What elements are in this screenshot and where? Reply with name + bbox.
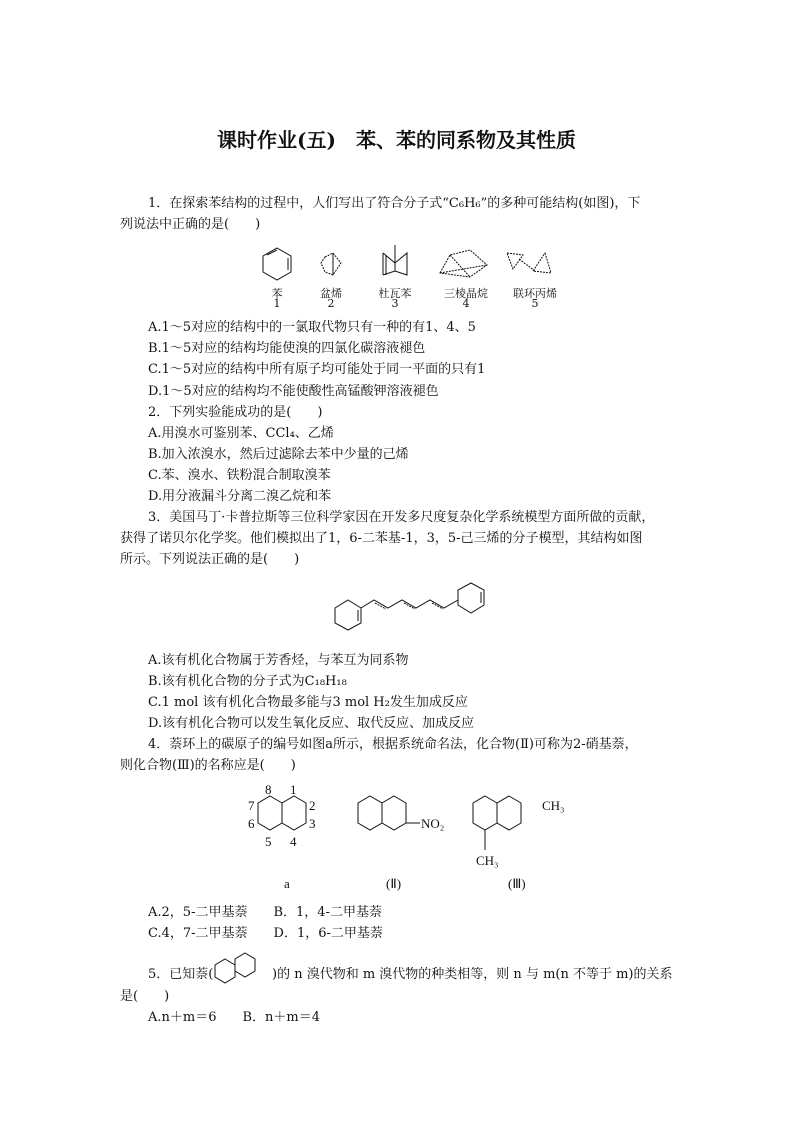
q3-option-c: C.1 mol 该有机化合物最多能与3 mol H₂发生加成反应 [148,695,468,710]
position-label: 4 [290,834,297,849]
page-title: 课时作业(五) 苯、苯的同系物及其性质 [217,128,576,152]
q3-option-a: A.该有机化合物属于芳香烃，与苯互为同系物 [148,653,409,668]
position-label: 5 [265,834,272,849]
q4-option-ab: A.2，5-二甲基萘 B．1，4-二甲基萘 [148,905,382,920]
q1-stem-cont: 列说法中正确的是( ) [120,217,261,232]
position-label: 1 [290,782,297,797]
q1-option-a: A.1～5对应的结构中的一氯取代物只有一种的有1、4、5 [148,320,476,335]
position-label: 8 [265,782,272,797]
q3-stem-cont: 获得了诺贝尔化学奖。他们模拟出了1，6-二苯基-1，3，5-己三烯的分子模型，其结构如图 [120,531,643,546]
structure-name: 联环丙烯 [513,287,557,300]
position-label: 6 [248,816,255,831]
q5-stem-a: 5．已知萘( [148,967,214,982]
figure-label-a: a [284,876,290,891]
q3-stem-cont: 所示。下列说法正确的是( ) [120,552,300,567]
q2-option-c: C.苯、溴水、铁粉混合制取溴苯 [148,468,331,483]
q2-option-b: B.加入浓溴水，然后过滤除去苯中少量的己烯 [148,447,409,462]
figure-label-iii: (Ⅲ) [508,876,526,891]
q2-stem: 2．下列实验能成功的是( ) [148,405,323,420]
structure-name: 苯 [271,287,283,300]
q2-option-d: D.用分液漏斗分离二溴乙烷和苯 [148,489,332,504]
q1-stem: 1．在探索苯结构的过程中，人们写出了符合分子式“C₆H₆”的多种可能结构(如图)，下 [148,196,641,211]
q3-option-b: B.该有机化合物的分子式为C₁₈H₁₈ [148,674,347,689]
structure-name: 三棱晶烷 [444,287,488,300]
q1-option-d: D.1～5对应的结构均不能使酸性高锰酸钾溶液褪色 [148,384,439,399]
position-label: 2 [309,798,316,813]
q5-stem-cont: 是( ) [120,989,170,1004]
no2-group: NO₂ [421,816,445,831]
q4-option-cd: C.4，7-二甲基萘 D．1，6-二甲基萘 [148,926,383,941]
ch3-group: CH₃ [542,798,565,813]
structure-number: 2 [327,297,335,310]
q3-molecule-figure [328,578,493,638]
structure-number: 3 [391,297,399,310]
q1-structures-figure [255,245,575,285]
ch3-group: CH₃ [476,853,499,868]
q3-stem: 3．美国马丁·卡普拉斯等三位科学家因在开发多尺度复杂化学系统模型方面所做的贡献， [148,510,655,525]
q2-option-a: A.用溴水可鉴别苯、CCl₄、乙烯 [148,426,334,441]
structure-name: 杜瓦苯 [378,287,412,300]
naphthalene-inline-figure [208,945,270,985]
q1-option-b: B.1～5对应的结构均能使溴的四氯化碳溶液褪色 [148,341,426,356]
figure-label-ii: (Ⅱ) [386,876,402,891]
q3-option-d: D.该有机化合物可以发生氧化反应、取代反应、加成反应 [148,716,475,731]
position-label: 3 [309,816,316,831]
q5-stem-b: )的 n 溴代物和 m 溴代物的种类相等，则 n 与 m(n 不等于 m)的关系 [272,967,673,982]
q4-stem: 4．萘环上的碳原子的编号如图a所示，根据系统命名法，化合物(Ⅱ)可称为2-硝基萘， [148,737,638,752]
q5-option-ab: A.n＋m＝6 B．n＋m＝4 [148,1010,321,1025]
structure-number: 1 [273,297,281,310]
structure-number: 5 [531,297,539,310]
position-label: 7 [248,798,255,813]
q4-stem-cont: 则化合物(Ⅲ)的名称应是( ) [120,758,296,773]
structure-name: 盆烯 [320,287,342,300]
structure-number: 4 [462,297,470,310]
q1-option-c: C.1～5对应的结构中所有原子均可能处于同一平面的只有1 [148,362,486,377]
q4-naphthalene-figure [240,780,580,895]
